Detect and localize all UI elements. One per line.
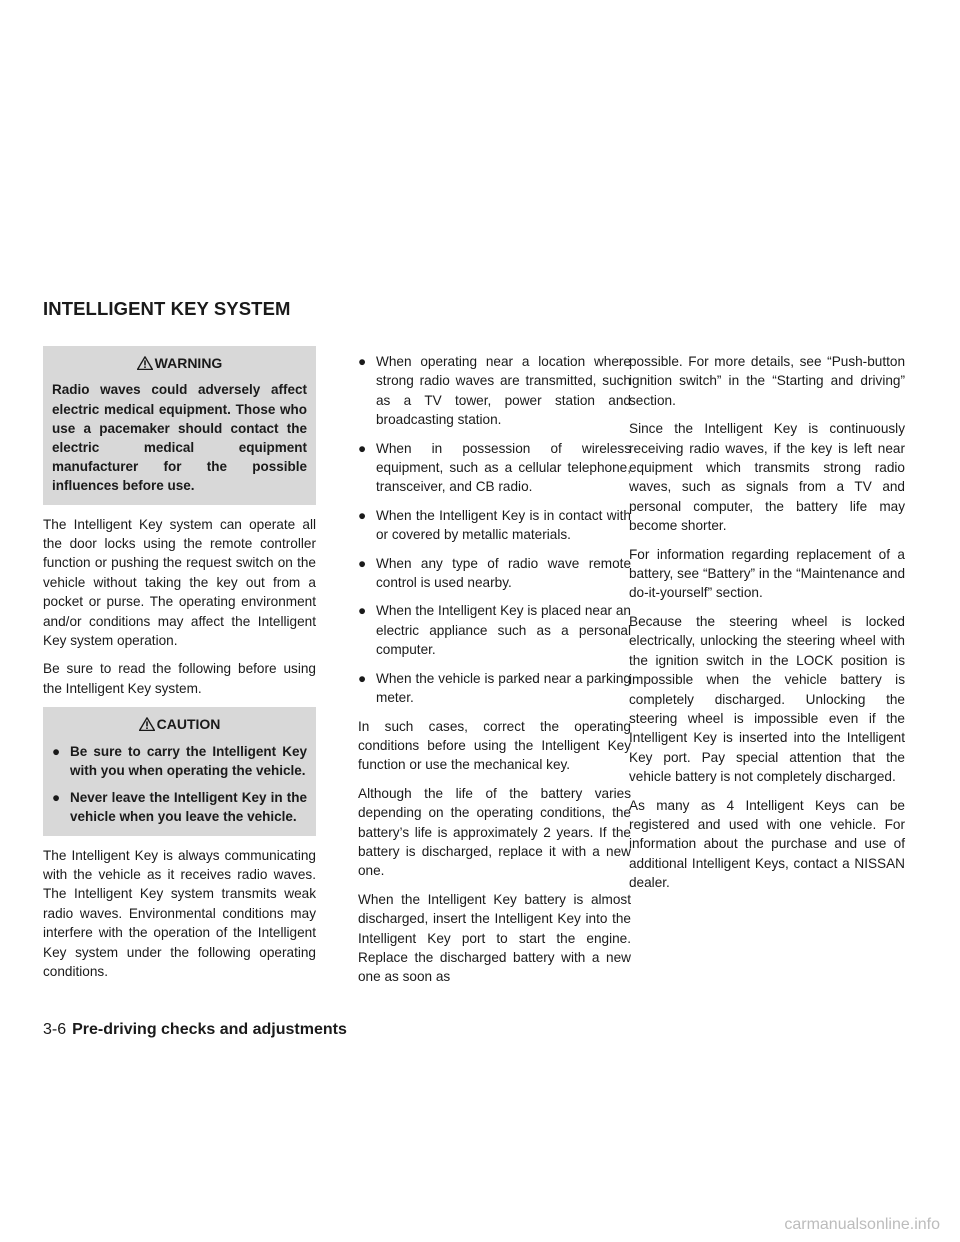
condition-item: ● When any type of radio wave remote control is used nearby.: [358, 555, 631, 591]
condition-item: ● When in possession of wireless equipment, such as a cellular telephone, transceiver, and CB radio.: [358, 440, 631, 495]
caution-heading: [52, 715, 307, 734]
caution-item: ● Never leave the Intelligent Key in the vehicle when you leave the vehicle.: [52, 790, 307, 825]
battery-life-paragraph: Although the life of the battery varies depending on the operating conditions, the battery’s life is approximately 2 years. If the battery is discharged, replace it with a new one.: [358, 785, 631, 879]
bullet-icon: ●: [358, 440, 367, 456]
caution-label: CAUTION: [156, 716, 221, 733]
continued-paragraph: possible. For more details, see “Push-button ignition switch” in the “Starting and driving” section.: [629, 354, 905, 408]
warning-triangle-icon: [137, 356, 153, 370]
warning-triangle-icon: [139, 717, 155, 731]
warning-text: Radio waves could adversely affect electric medical equipment. Those who use a pacemaker should contact the electric medical equipment manufacturer for the possible influences before use.: [52, 382, 307, 494]
communication-paragraph: The Intelligent Key is always communicating with the vehicle as it receives radio waves. The Intelligent Key system transmits weak radio waves. Environmental conditions may interfere with the operation of the Intelligent Key system under the following operating conditions.: [43, 847, 316, 979]
receiving-waves-paragraph: Since the Intelligent Key is continuously receiving radio waves, if the key is left near equipment which transmits strong radio waves, such as signals from a TV and personal computer, the battery life may become shorter.: [629, 421, 905, 534]
condition-item: ● When the Intelligent Key is placed near an electric appliance such as a personal computer.: [358, 603, 631, 658]
column-2: [358, 352, 631, 996]
caution-list: [52, 742, 307, 827]
caution-box: [43, 707, 316, 835]
bullet-icon: ●: [358, 670, 367, 686]
condition-item: ● When the Intelligent Key is in contact with or covered by metallic materials.: [358, 507, 631, 543]
warning-box: [43, 346, 316, 505]
intro-paragraph: The Intelligent Key system can operate all the door locks using the remote controller function or pushing the request switch on the vehicle without taking the key out from a pocket or purse. The operating environment and/or conditions may affect the Intelligent Key system operation.: [43, 516, 316, 649]
section-title: INTELLIGENT KEY SYSTEM: [43, 298, 291, 319]
watermark: carmanualsonline.info: [784, 1216, 940, 1233]
bullet-icon: ●: [358, 603, 367, 619]
chapter-title: Pre-driving checks and adjustments: [72, 1021, 347, 1038]
warning-text-block: [52, 380, 307, 495]
condition-item: ● When operating near a location where strong radio waves are transmitted, such as a TV tower, power station and broadcasting station.: [358, 354, 631, 428]
column-1: [43, 346, 316, 990]
bullet-icon: ●: [358, 507, 367, 523]
battery-replacement-paragraph: For information regarding replacement of a battery, see “Battery” in the “Maintenance and do-it-yourself” section.: [629, 546, 905, 601]
warning-label: WARNING: [154, 355, 223, 371]
caution-item: ● Be sure to carry the Intelligent Key with you when operating the vehicle.: [52, 743, 307, 778]
read-following-paragraph: Be sure to read the following before using the Intelligent Key system.: [43, 661, 316, 696]
page-footer: [43, 1021, 347, 1039]
bullet-icon: ●: [52, 790, 61, 806]
steering-lock-paragraph: Because the steering wheel is locked electrically, unlocking the steering wheel with the ignition switch in the LOCK position is impossible when the vehicle battery is completely discharged. Unlocking the steering wheel is impossible even if the Intelligent Key is inserted into the Intelligent Key port. Pay special attention that the vehicle battery is not completely discharged.: [629, 613, 905, 785]
bullet-icon: ●: [358, 354, 367, 369]
page-number: 3-6: [43, 1021, 67, 1038]
bullet-icon: ●: [358, 555, 367, 571]
correct-conditions-paragraph: In such cases, correct the operating conditions before using the Intelligent Key function or use the mechanical key.: [358, 718, 631, 773]
condition-item: ● When the vehicle is parked near a parking meter.: [358, 670, 631, 706]
conditions-list: [358, 352, 631, 708]
bullet-icon: ●: [52, 743, 61, 759]
column-3: [629, 352, 905, 902]
registration-paragraph: As many as 4 Intelligent Keys can be registered and used with one vehicle. For information about the purchase and use of additional Intelligent Keys, contact a NISSAN dealer.: [629, 797, 905, 891]
warning-heading: [52, 354, 307, 373]
battery-discharged-paragraph: When the Intelligent Key battery is almost discharged, insert the Intelligent Key into the Intelligent Key port to start the engine. Replace the discharged battery with a new one as soon as: [358, 891, 631, 985]
